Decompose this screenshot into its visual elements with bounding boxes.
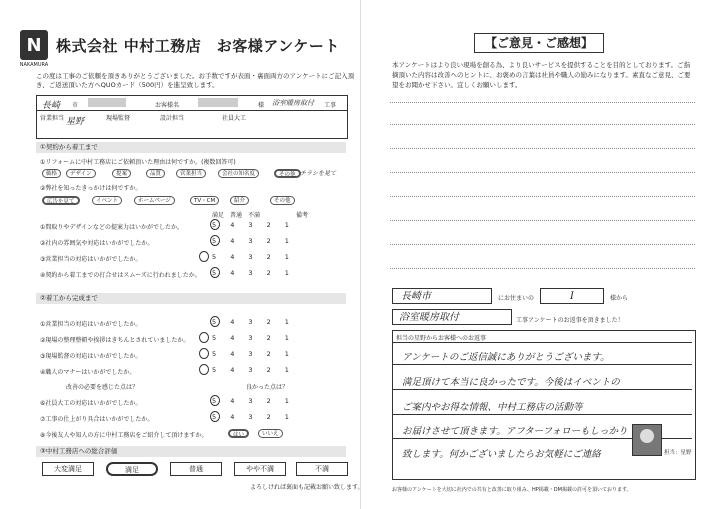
scale-before-4[interactable]: 5 4 3 2 1 <box>212 269 295 277</box>
company-logo: N <box>20 30 48 60</box>
scale-before-2[interactable]: 5 4 3 2 1 <box>212 237 295 245</box>
avatar-face <box>640 429 654 443</box>
design-label: 設計担当 <box>160 115 185 122</box>
write-line <box>390 102 695 103</box>
source-hp[interactable]: ホームページ <box>134 196 175 205</box>
q-during-1: ①営業担当の対応はいかがでしたか。 <box>40 321 142 328</box>
q-during-2: ②現場の整理整頓や挨拶はきちんとされていましたか。 <box>40 337 190 344</box>
mark-circle <box>210 235 220 246</box>
scale-during-1[interactable]: 5 4 3 2 1 <box>212 318 295 326</box>
staff-label: 担当：星野 <box>664 450 692 456</box>
work-value: 浴室暖房取付 <box>272 99 314 107</box>
reason-other-text: チラシを見て <box>300 170 337 177</box>
scale-during-6[interactable]: 5 4 3 2 1 <box>212 397 295 405</box>
section-contract: ①契約から着工まで <box>36 142 346 153</box>
write-line <box>390 172 695 173</box>
survey-title: 株式会社 中村工務店 お客様アンケート <box>56 36 340 55</box>
scale-during-4[interactable]: 5 4 3 2 1 <box>212 366 295 374</box>
reply-initial: I <box>540 288 604 304</box>
logo-subtext: NAKAMURA <box>19 62 49 68</box>
scale-header-1: 満足 普通 不満 <box>212 212 261 219</box>
q-before-4: ④契約から着工までの打合せはスムーズに行われましたか。 <box>40 272 201 279</box>
reason-design[interactable]: デザイン <box>66 169 96 178</box>
reply-rule <box>392 364 692 365</box>
comments-title: 【ご意見・ご感想】 <box>474 33 604 53</box>
reply-line-4: お届けさせて頂きます。アフターフォローもしっかり <box>402 426 628 437</box>
city-value: 長崎 <box>42 101 61 111</box>
refer-yes[interactable]: はい <box>228 429 249 438</box>
scale-before-1[interactable]: 5 4 3 2 1 <box>212 221 295 229</box>
q-during-7: ⑦工事の仕上がり具合はいかがでしたか。 <box>40 416 154 423</box>
scale-during-3[interactable]: 5 4 3 2 1 <box>212 350 295 358</box>
scale-during-7[interactable]: 5 4 3 2 1 <box>212 413 295 421</box>
mark-circle <box>199 348 209 359</box>
city-label: 市 <box>72 102 79 109</box>
source-event[interactable]: イベント <box>92 196 122 205</box>
q-reason: ①リフォームに中村工務店にご依頼頂いた理由は何ですか。(複数回答可) <box>40 159 236 166</box>
left-header <box>20 30 340 60</box>
q-during-8: ⑧今後友人や知人の方に中村工務店をご紹介して頂けますか。 <box>40 432 208 439</box>
scale-before-3[interactable]: 5 4 3 2 1 <box>212 253 295 261</box>
mark-circle <box>210 267 220 278</box>
write-line <box>390 220 695 221</box>
mark-circle <box>210 316 220 327</box>
reply-line-5: 致します。何かございましたらお気軽にご連絡 <box>402 449 601 460</box>
redacted-name <box>198 98 238 107</box>
q-before-3: ③営業担当の対応はいかがでしたか。 <box>40 256 142 263</box>
reply-line-1: アンケートのご返信誠にありがとうございます。 <box>402 352 610 363</box>
write-line <box>390 196 695 197</box>
overall-satisfied[interactable]: 満足 <box>106 462 158 476</box>
reply-work: 浴室暖房取付 <box>392 309 512 325</box>
scale-during-2[interactable]: 5 4 3 2 1 <box>212 334 295 342</box>
q-during-4: ④職人のマナーはいかがでしたか。 <box>40 369 136 376</box>
customer-name-label: お客様名 <box>155 102 180 109</box>
staff-avatar <box>632 424 662 456</box>
mark-circle <box>199 364 209 375</box>
mark-circle <box>210 411 220 422</box>
work-suffix: 工事アンケートのお返事を頂きました！ <box>516 317 624 324</box>
reason-other[interactable]: その他 <box>274 169 301 178</box>
q-during-3: ③現場監督の対応はいかがでしたか。 <box>40 353 142 360</box>
overall-very-satisfied[interactable]: 大変満足 <box>42 462 94 476</box>
reply-rule <box>392 414 692 415</box>
reply-heading-rule <box>392 342 692 343</box>
reason-proposal[interactable]: 提案 <box>112 169 131 178</box>
q-improve: 改善の必要を感じた点は？ <box>66 384 139 391</box>
reason-brand[interactable]: 会社の知名度 <box>218 169 259 178</box>
good-point-label: 良かった点は？ <box>246 384 289 391</box>
reason-quality[interactable]: 品質 <box>146 169 165 178</box>
q-before-2: ②社内の雰囲気や対応はいかがでしたか。 <box>40 240 154 247</box>
q-before-1: ①間取りやデザインなどの提案力はいかがでしたか。 <box>40 224 183 231</box>
reply-heading: 担当の星野からお客様へのお返事 <box>396 335 487 342</box>
write-line <box>390 124 695 125</box>
refer-no[interactable]: いいえ <box>258 429 283 438</box>
q-during-6: ⑥社員大工の対応はいかがでしたか。 <box>40 400 142 407</box>
mark-circle <box>210 395 220 406</box>
info-row-divider <box>36 110 348 111</box>
sales-label: 営業担当 <box>40 115 65 122</box>
q-source: ②弊社を知ったきっかけは何ですか。 <box>40 185 142 192</box>
right-footer: お客様のアンケートを大切に社内での共有と改善に取り組み、HP掲載・DM掲載の許可を頂いております。 <box>392 487 632 493</box>
reply-rule <box>392 389 692 390</box>
reply-line-3: ご案内やお得な情報、中村工務店の活動等 <box>402 402 583 413</box>
sales-value: 星野 <box>66 117 85 127</box>
mark-circle <box>199 332 209 343</box>
source-other[interactable]: その他 <box>270 196 295 205</box>
source-ad[interactable]: 広告を見て <box>42 196 80 205</box>
reason-sales[interactable]: 営業担当 <box>176 169 206 178</box>
initial-suffix: 様から <box>610 295 629 302</box>
comments-intro: 本アンケートはより良い現場を創る為、より良いサービスを提供することを目的としております。ご指摘頂いた内容は改善へのヒントに、お褒めの言葉は社員や職人の励みになります。素直なご意見、ご要望をお聞かせ下さい。宜しくお願いします。 <box>392 61 691 89</box>
reason-price[interactable]: 価格 <box>42 169 61 178</box>
section-construction: ②着工から完成まで <box>36 293 346 304</box>
overall-somewhat-dissatisfied[interactable]: やや不満 <box>234 462 286 476</box>
redacted-address <box>88 98 126 107</box>
work-label: 工事 <box>324 102 337 109</box>
write-line <box>390 244 695 245</box>
survey-intro: この度は工事のご依頼を頂きありがとうございました。お手数ですが表面・裏面両方のアンケートにご記入頂き、ご返送頂いた方へQUOカード（500円）を進呈致します。 <box>36 72 355 89</box>
write-line <box>390 268 695 269</box>
sama-label: 様 <box>258 102 265 109</box>
mark-circle <box>210 219 220 230</box>
section-overall: ③中村工務店への総合評価 <box>36 446 346 457</box>
source-tv[interactable]: TV・CM <box>190 196 219 205</box>
reply-city: 長崎市 <box>392 288 492 304</box>
write-line <box>390 148 695 149</box>
remarks-header-1: 備考 <box>296 212 309 219</box>
site-label: 現場監督 <box>106 115 131 122</box>
overall-dissatisfied[interactable]: 不満 <box>296 462 348 476</box>
page-divider <box>360 0 361 509</box>
left-footer: よろしければ裏面も記載お願い致します。 <box>250 484 364 491</box>
source-referral[interactable]: 紹介 <box>230 196 249 205</box>
overall-normal[interactable]: 普通 <box>170 462 222 476</box>
reply-line-2: 満足頂けて本当に良かったです。今後はイベントの <box>402 377 620 388</box>
carpenter-label: 社員大工 <box>222 115 247 122</box>
mark-circle <box>199 251 209 262</box>
city-suffix: にお住まいの <box>498 295 535 302</box>
